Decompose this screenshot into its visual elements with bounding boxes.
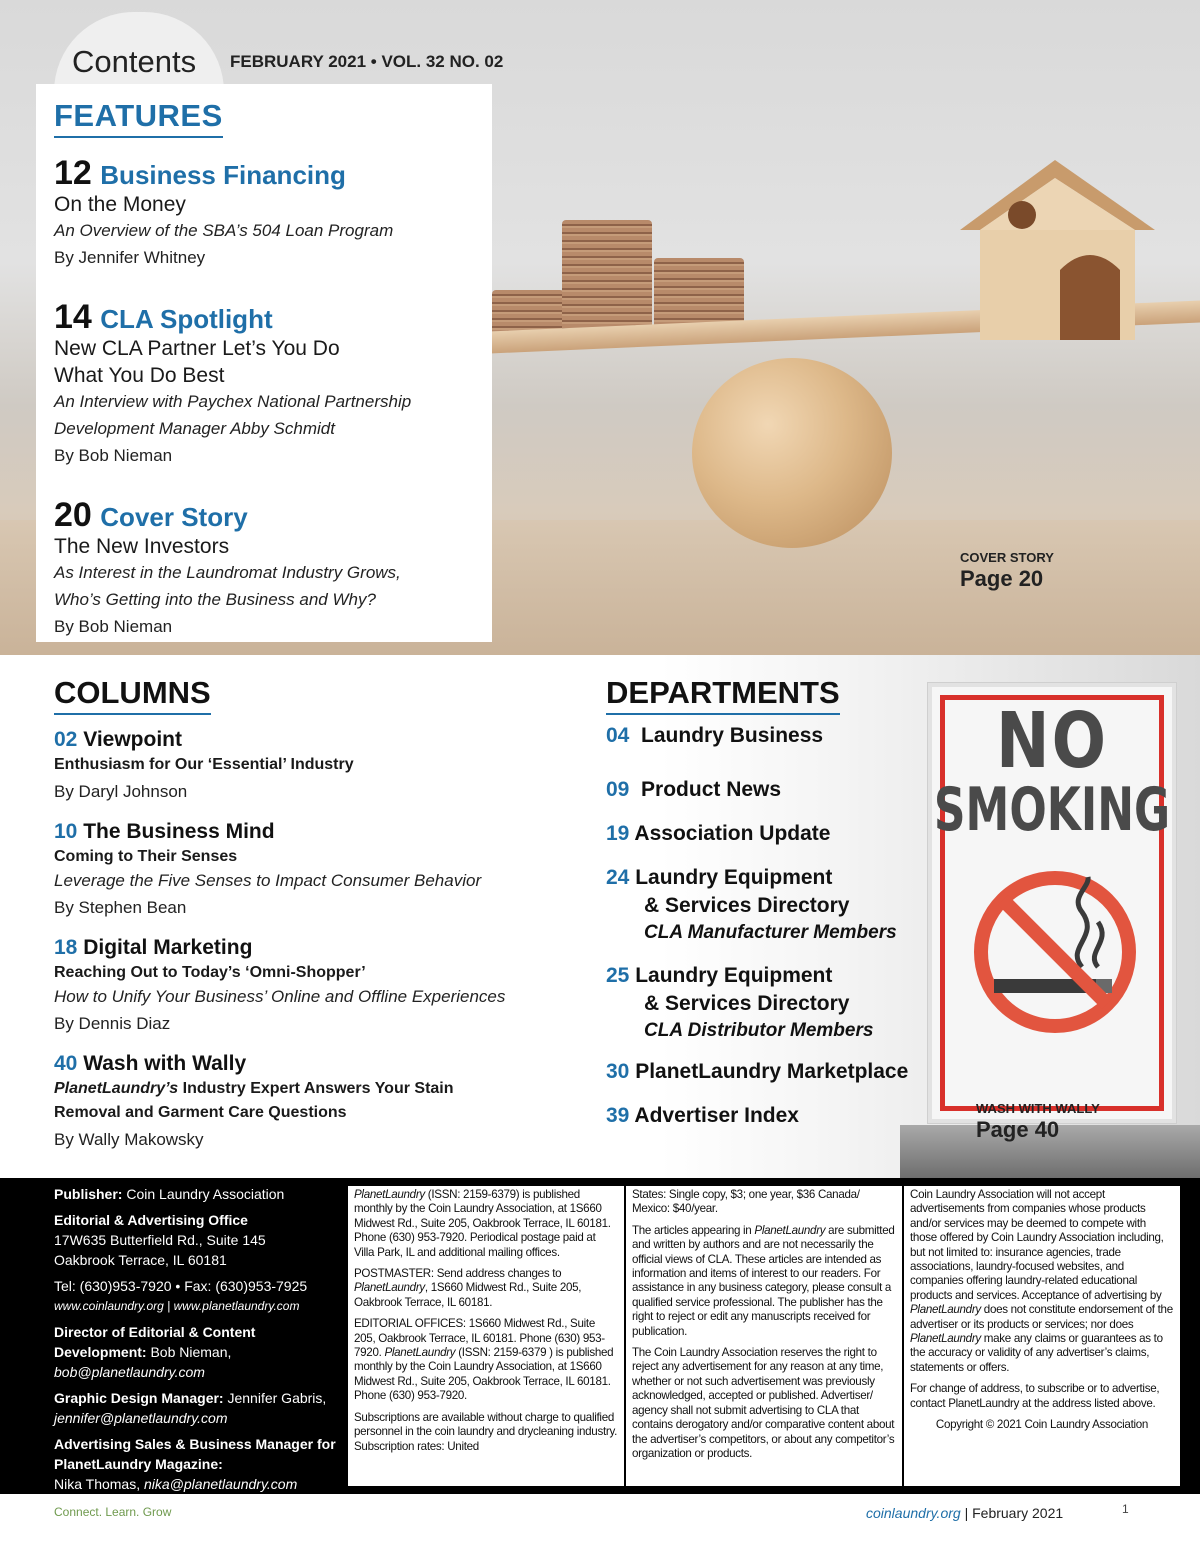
department-name: Association Update	[634, 822, 831, 845]
legal-paragraph	[354, 1188, 618, 1260]
legal-text: The articles appearing in	[632, 1223, 755, 1237]
column-item[interactable]	[54, 727, 574, 807]
feature-byline: By Bob Nieman	[54, 446, 173, 465]
departments-heading: DEPARTMENTS	[606, 675, 840, 715]
design-email[interactable]: jennifer@planetlaundry.com	[54, 1410, 228, 1426]
sign-text-smoking: SMOKING	[933, 776, 1171, 845]
feature-subtitle: An Overview of the SBA’s 504 Loan Program	[54, 221, 394, 240]
cover-story-label: COVER STORY	[960, 550, 1054, 565]
masthead-section	[0, 1178, 1200, 1494]
department-name-line2: & Services Directory	[644, 894, 850, 917]
department-item[interactable]	[606, 776, 781, 804]
column-subtitle-text: Industry Expert Answers Your Stain	[178, 1080, 454, 1097]
address-line: 17W635 Butterfield Rd., Suite 145	[54, 1232, 266, 1248]
feature-byline: By Bob Nieman	[54, 617, 173, 636]
department-page: 30	[606, 1060, 630, 1083]
legal-paragraph: States: Single copy, $3; one year, $36 Canada/ Mexico: $40/year.	[632, 1188, 860, 1216]
department-name: Laundry Business	[641, 724, 824, 747]
design-block	[54, 1388, 344, 1428]
feature-category: Business Financing	[100, 160, 346, 190]
magazine-name: PlanetLaundry	[354, 1281, 425, 1295]
department-item[interactable]	[606, 1102, 799, 1130]
magazine-name: PlanetLaundry	[910, 1303, 981, 1317]
websites-line[interactable]: www.coinlaundry.org | www.planetlaundry.com	[54, 1299, 300, 1313]
footer-site-link[interactable]: coinlaundry.org	[866, 1505, 961, 1521]
feature-category: CLA Spotlight	[100, 304, 273, 334]
director-email[interactable]: bob@planetlaundry.com	[54, 1364, 205, 1380]
column-byline: By Stephen Bean	[54, 898, 187, 917]
department-page: 04	[606, 724, 630, 747]
feature-title: The New Investors	[54, 535, 230, 558]
column-subtitle: Removal and Garment Care Questions	[54, 1104, 347, 1121]
column-description: Leverage the Five Senses to Impact Consumer Behavior	[54, 871, 482, 890]
feature-page: 20	[54, 496, 92, 534]
issue-line: FEBRUARY 2021 • VOL. 32 NO. 02	[230, 52, 504, 71]
design-name: Jennifer Gabris,	[223, 1390, 327, 1406]
feature-page: 14	[54, 298, 92, 336]
wooden-house-illustration	[940, 160, 1170, 350]
feature-title: New CLA Partner Let’s You Do	[54, 337, 340, 360]
column-subtitle: Reaching Out to Today’s ‘Omni-Shopper’	[54, 964, 366, 981]
column-name: Wash with Wally	[83, 1052, 247, 1075]
sales-name: Nika Thomas,	[54, 1476, 144, 1492]
feature-item[interactable]	[54, 156, 492, 272]
legal-paragraph	[910, 1188, 1174, 1375]
department-item[interactable]	[606, 962, 873, 1044]
department-page: 09	[606, 778, 630, 801]
publisher-line	[54, 1184, 344, 1204]
legal-text: Coin Laundry Association will not accept advertisements from companies whose products and/or services may be deemed to compete with those offered by Coin Laundry Association including, but not limited to: insurance agencies, trade associations, laundry-focused websites, and companies offering laundry-related educational products and services. Acceptance of advertising by	[910, 1188, 1164, 1302]
department-page: 39	[606, 1104, 630, 1127]
column-byline: By Dennis Diaz	[54, 1014, 171, 1033]
legal-paragraph: The Coin Laundry Association reserves the right to reject any advertisement for any reason at any time, whether or not such advertisement was previously acknowledged, accepted or published. Advertiser/ agency shall not submit advertising to CLA that contains derogatory and/or comparative content about the advertiser’s competitors, or about any competitor’s organization or products.	[632, 1346, 895, 1460]
sales-label: Advertising Sales & Business Manager for PlanetLaundry Magazine:	[54, 1436, 336, 1472]
column-item[interactable]	[54, 935, 574, 1039]
legal-text: are submitted and written by authors and are not necessarily the official views of CLA. These articles are intended as information and items of interest to our readers. For assistance in any business category, please consult a qualified service professional. The publisher has the right to reject or edit any manuscripts received for publication.	[632, 1223, 895, 1338]
footer-tagline: Connect. Learn. Grow	[54, 1505, 172, 1519]
column-subtitle	[54, 1077, 574, 1101]
contents-label: Contents	[72, 44, 197, 79]
hero-photo-area	[0, 0, 1200, 655]
department-name: Laundry Equipment	[635, 964, 833, 987]
legal-column-3	[904, 1186, 1180, 1486]
column-byline: By Daryl Johnson	[54, 782, 188, 801]
department-page: 24	[606, 866, 630, 889]
director-name: Bob Nieman,	[146, 1344, 232, 1360]
legal-paragraph	[354, 1317, 618, 1403]
feature-subtitle: An Interview with Paychex National Partnership	[54, 392, 412, 411]
column-byline: By Wally Makowsky	[54, 1130, 204, 1149]
features-panel	[36, 84, 492, 642]
footer-site-issue	[866, 1505, 1063, 1521]
feature-title: On the Money	[54, 193, 186, 216]
feature-byline: By Jennifer Whitney	[54, 248, 206, 267]
department-item[interactable]	[606, 1058, 908, 1086]
department-item[interactable]	[606, 722, 823, 750]
legal-text: POSTMASTER: Send address changes to	[354, 1267, 562, 1281]
department-name: Laundry Equipment	[635, 866, 833, 889]
feature-item[interactable]	[54, 300, 492, 470]
no-smoking-sign-photo	[928, 683, 1176, 1123]
sales-block	[54, 1434, 344, 1494]
legal-paragraph	[354, 1267, 618, 1310]
magazine-name: PlanetLaundry	[910, 1332, 981, 1346]
page-number: 1	[1122, 1502, 1129, 1516]
column-name: Viewpoint	[83, 728, 182, 751]
column-description: How to Unify Your Business’ Online and Offline Experiences	[54, 987, 506, 1006]
column-name: The Business Mind	[83, 820, 275, 843]
department-description: CLA Distributor Members	[644, 1020, 874, 1041]
column-page: 18	[54, 936, 78, 959]
department-description: CLA Manufacturer Members	[644, 922, 897, 943]
feature-category: Cover Story	[100, 502, 248, 532]
column-subtitle: Coming to Their Senses	[54, 848, 238, 865]
column-item[interactable]	[54, 1051, 574, 1155]
legal-column-2	[626, 1186, 902, 1486]
columns-departments-section	[0, 655, 1200, 1178]
columns-list	[54, 675, 574, 1155]
address-line: Oakbrook Terrace, IL 60181	[54, 1252, 227, 1268]
copyright: Copyright © 2021 Coin Laundry Association	[935, 1418, 1149, 1432]
feature-subtitle: As Interest in the Laundromat Industry Grows,	[54, 563, 401, 582]
legal-text: make any claims or guarantees as to the accuracy or validity of any advertiser’s claims, statements or offers.	[910, 1332, 1163, 1374]
department-page: 19	[606, 822, 630, 845]
column-name: Digital Marketing	[83, 936, 253, 959]
sales-email[interactable]: nika@planetlaundry.com	[144, 1476, 298, 1492]
no-smoking-icon	[970, 867, 1140, 1037]
legal-text: (ISSN: 2159-6379 ) is published monthly by the Coin Laundry Association, at 1S660 Midwest Rd., Suite 205, Oakbrook Terrace, IL 60181. Phone (630) 953-7920.	[354, 1346, 614, 1403]
column-subtitle: Enthusiasm for Our ‘Essential’ Industry	[54, 756, 354, 773]
office-label: Editorial & Advertising Office	[54, 1212, 248, 1228]
director-block	[54, 1322, 344, 1382]
departments-heading-wrap	[606, 675, 966, 715]
phone-line: Tel: (630)953-7920 • Fax: (630)953-7925	[54, 1278, 308, 1294]
design-label: Graphic Design Manager:	[54, 1390, 224, 1406]
department-name-line2: & Services Directory	[644, 992, 850, 1015]
sign-text-no: NO	[996, 697, 1108, 787]
legal-paragraph: For change of address, to subscribe or to advertise, contact PlanetLaundry at the address listed above.	[910, 1382, 1160, 1410]
feature-subtitle: Development Manager Abby Schmidt	[54, 419, 335, 438]
masthead-info	[54, 1184, 344, 1494]
column-page: 40	[54, 1052, 78, 1075]
feature-page: 12	[54, 154, 92, 192]
feature-item[interactable]	[54, 498, 492, 641]
legal-text: (ISSN: 2159-6379) is published monthly by the Coin Laundry Association, at 1S660 Midwest Rd., Suite 205, Oakbrook Terrace, IL 60181. Phone (630) 953-7920. Periodical postage paid at Villa Park, IL and additional mailing offices.	[354, 1188, 611, 1259]
legal-text: , 1S660 Midwest Rd., Suite 205, Oakbrook Terrace, IL 60181.	[354, 1281, 582, 1309]
column-page: 02	[54, 728, 78, 751]
features-heading: FEATURES	[54, 98, 223, 138]
wash-with-wally-page-link[interactable]: Page 40	[976, 1117, 1060, 1142]
feature-title: What You Do Best	[54, 364, 225, 387]
department-page: 25	[606, 964, 630, 987]
column-page: 10	[54, 820, 78, 843]
department-name: Product News	[641, 778, 782, 801]
publisher-name: Coin Laundry Association	[122, 1186, 285, 1202]
legal-text: EDITORIAL OFFICES: 1S660 Midwest Rd., Suite 205, Oakbrook Terrace, IL 60181. Phone (630) 953-7920.	[354, 1317, 605, 1360]
magazine-name: PlanetLaundry	[754, 1223, 826, 1237]
legal-column-1	[348, 1186, 624, 1486]
department-item[interactable]	[606, 820, 830, 848]
cover-story-page-link[interactable]: Page 20	[960, 566, 1044, 591]
wooden-ball	[692, 358, 892, 548]
columns-heading: COLUMNS	[54, 675, 211, 715]
column-item[interactable]	[54, 819, 574, 923]
department-name: Advertiser Index	[634, 1104, 799, 1127]
legal-paragraph: Subscriptions are available without charge to qualified personnel in the coin laundry and drycleaning industry. Subscription rates: United	[354, 1410, 617, 1453]
feature-subtitle: Who’s Getting into the Business and Why?	[54, 590, 376, 609]
office-block	[54, 1210, 344, 1316]
legal-paragraph	[632, 1224, 896, 1339]
legal-text: does not constitute endorsement of the advertiser or its products or services; nor does	[910, 1303, 1173, 1331]
department-name: PlanetLaundry Marketplace	[635, 1060, 909, 1083]
magazine-name: PlanetLaundry	[384, 1346, 456, 1360]
footer-issue: | February 2021	[960, 1505, 1064, 1521]
magazine-name: PlanetLaundry’s	[54, 1080, 179, 1097]
department-item[interactable]	[606, 864, 897, 946]
director-label: Director of Editorial & Content Development:	[54, 1324, 256, 1360]
publisher-label: Publisher:	[54, 1186, 123, 1202]
wash-with-wally-label: WASH WITH WALLY	[976, 1101, 1100, 1116]
magazine-name: PlanetLaundry	[354, 1188, 425, 1201]
